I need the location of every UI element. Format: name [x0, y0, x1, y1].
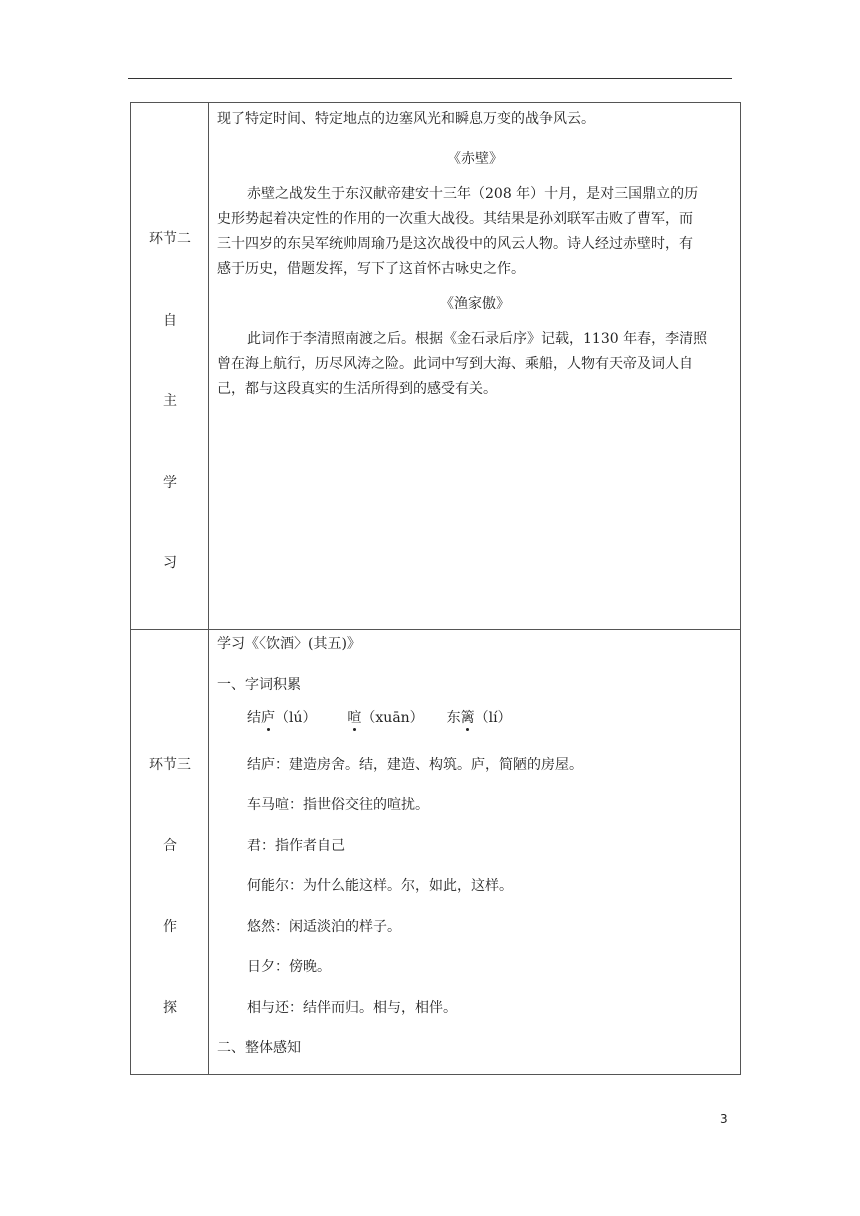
page-number: 3 [720, 1112, 728, 1126]
table-row-section3 [131, 630, 741, 1075]
section2-label-char: 主 [163, 393, 177, 409]
subheading-vocabulary: 一、字词积累 [217, 677, 301, 693]
section3-label-char: 探 [163, 1000, 177, 1016]
pinyin-word: 东 [446, 710, 461, 726]
definition-line: 相与还：结伴而归。相与，相伴。 [247, 1000, 457, 1016]
chibi-text-line: 三十四岁的东吴军统帅周瑜乃是这次战役中的风云人物。诗人经过赤壁时，有 [217, 236, 693, 252]
yujiaao-text-line: 己，都与这段真实的生活所得到的感受有关。 [217, 381, 497, 397]
header-rule [128, 78, 732, 79]
definition-line: 君：指作者自己 [247, 838, 345, 854]
section3-label-cell [131, 630, 209, 1075]
chibi-text-line: 赤壁之战发生于东汉献帝建安十三年（208 年）十月，是对三国鼎立的历 [247, 186, 699, 202]
section3-label-char: 作 [163, 919, 177, 935]
section3-heading: 学习《〈饮酒〉(其五)》 [217, 636, 361, 652]
lesson-table [130, 102, 741, 1075]
definition-line: 车马喧：指世俗交往的喧扰。 [247, 797, 429, 813]
section3-label: 环节三 [149, 757, 191, 773]
section2-label-char: 学 [163, 475, 177, 491]
yujiaao-title: 《渔家傲》 [440, 296, 510, 312]
chibi-text-line: 史形势起着决定性的作用的一次重大战役。其结果是孙刘联军击败了曹军，而 [217, 211, 693, 227]
subheading-overall: 二、整体感知 [217, 1040, 301, 1056]
definition-line: 何能尔：为什么能这样。尔，如此，这样。 [247, 878, 513, 894]
definition-line: 结庐：建造房舍。结，建造、构筑。庐，简陋的房屋。 [247, 757, 583, 773]
chibi-text-line: 感于历史，借题发挥，写下了这首怀古咏史之作。 [217, 261, 525, 277]
pinyin-line [247, 709, 512, 727]
table-row-section2 [131, 103, 741, 630]
chibi-title: 《赤壁》 [447, 151, 503, 167]
definition-line: 日夕：傍晚。 [247, 959, 331, 975]
section2-label-char: 自 [163, 313, 177, 329]
section3-content-cell [209, 630, 741, 1075]
section3-label-char: 合 [163, 838, 177, 854]
section2-label: 环节二 [149, 231, 191, 247]
yujiaao-text-line: 曾在海上航行，历尽风涛之险。此词中写到大海、乘船，人物有天帝及词人自 [217, 356, 693, 372]
section2-content-cell [209, 103, 741, 630]
pinyin-dotted-char: 喧 [347, 710, 362, 726]
yujiaao-text-line: 此词作于李清照南渡之后。根据《金石录后序》记载，1130 年春，李清照 [247, 331, 708, 347]
continued-paragraph: 现了特定时间、特定地点的边塞风光和瞬息万变的战争风云。 [217, 111, 595, 127]
pinyin-word: 结 [247, 710, 261, 726]
pinyin-dotted-char: 庐 [261, 710, 275, 726]
pinyin-dotted-char: 篱 [460, 710, 475, 726]
pinyin-reading: （lí） [474, 710, 512, 726]
section2-label-cell [131, 103, 209, 630]
section2-label-char: 习 [163, 555, 177, 571]
pinyin-reading: （xuān） [361, 710, 424, 726]
pinyin-reading: （lú） [275, 710, 317, 726]
definition-line: 悠然：闲适淡泊的样子。 [247, 919, 401, 935]
